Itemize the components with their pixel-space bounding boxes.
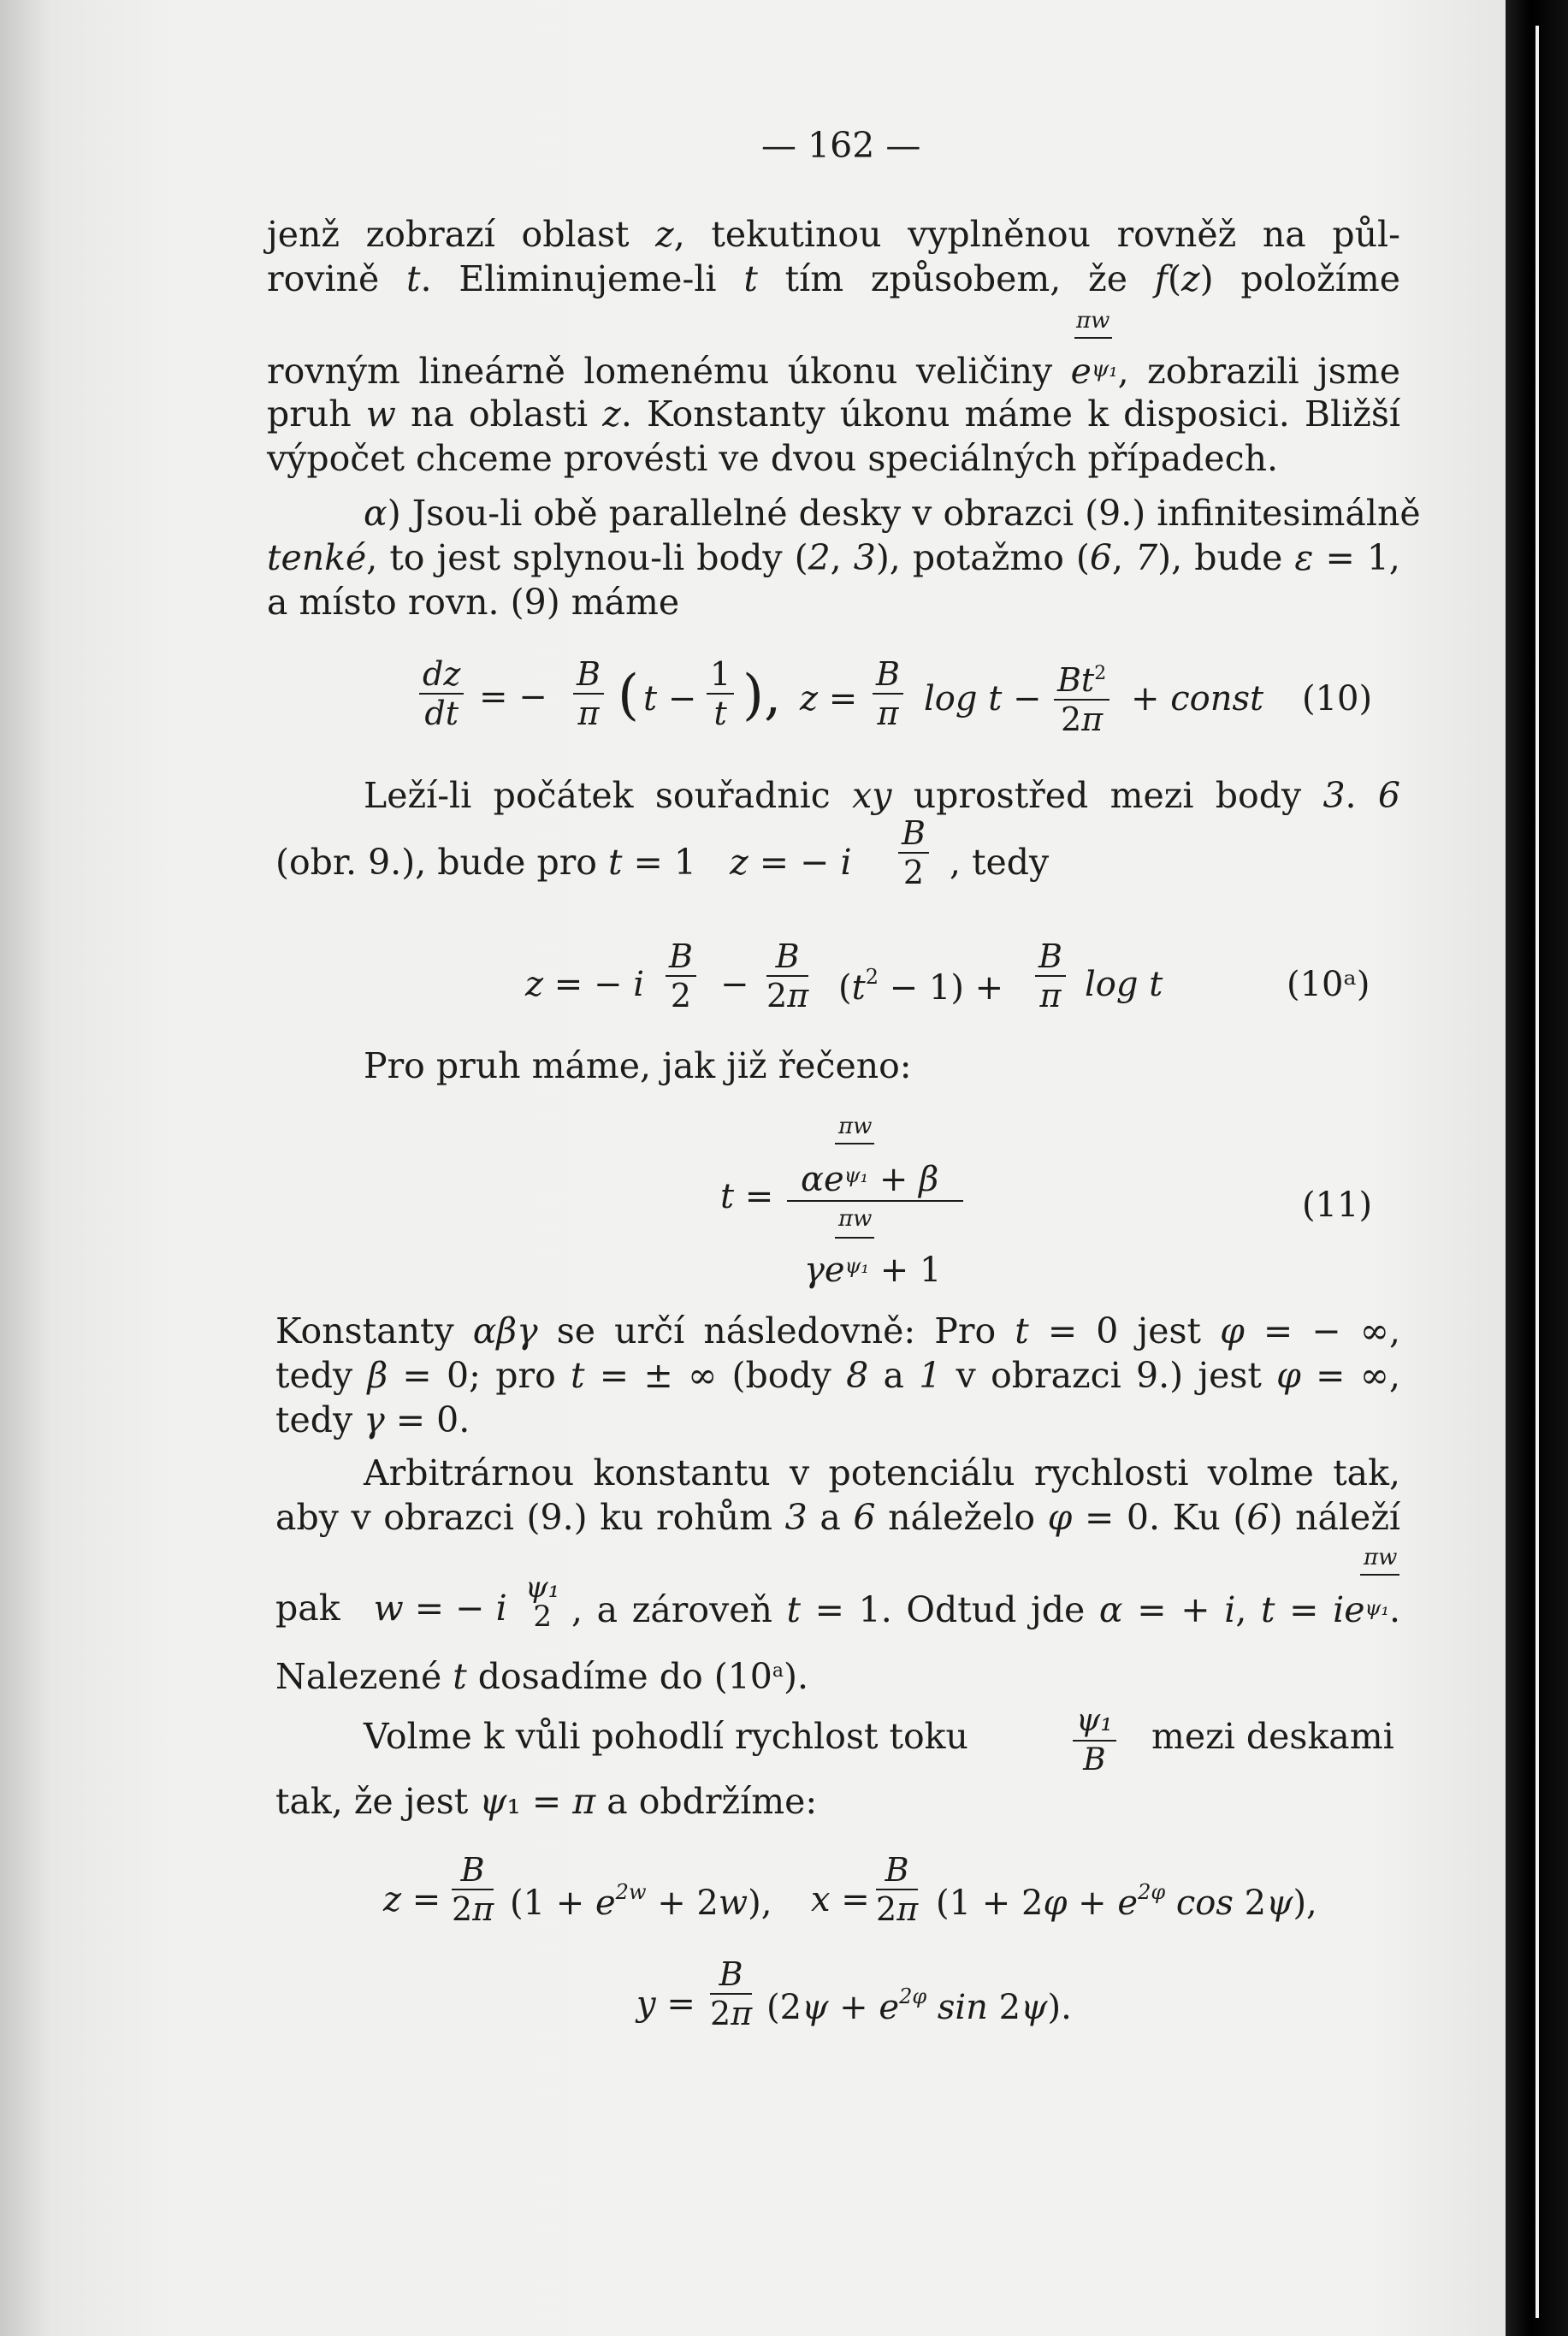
eq10-paren-close: ), xyxy=(743,664,782,727)
eq12a-z-eq: z = xyxy=(383,1880,441,1919)
eq10a-b-over-pi: $\frac{B}{\pi}$ xyxy=(1035,937,1066,1014)
text-line-17a: pak w = − i xyxy=(275,1588,507,1629)
page-edge-line xyxy=(1535,26,1539,2318)
eq11-num-exp-bar xyxy=(835,1143,874,1144)
eq12a-b-over-2pi: $\frac{B}{2\pi}$ xyxy=(452,1851,494,1928)
eq10a-log-t: log t xyxy=(1085,965,1163,1004)
text-line-19a: Volme k vůli pohodlí rychlost toku xyxy=(364,1716,968,1757)
eq10a-t2-minus-1: $(t^2 - 1)$ + xyxy=(838,965,1004,1008)
eq11-number: (11) xyxy=(1302,1186,1373,1225)
eq10-t: t − xyxy=(643,679,697,719)
eq10a-minus: − xyxy=(720,965,749,1004)
eq12b-x-eq: x = xyxy=(811,1880,870,1919)
text-line-7: tenké, to jest splynou-li body (2, 3), potažmo (6, 7), bude ε = 1, xyxy=(267,537,1400,578)
text-line-15: Arbitrárnou konstantu v potenciálu rychlosti volme tak, xyxy=(364,1452,1400,1493)
eq10-eq-minus: = − xyxy=(479,677,547,717)
eq10-one-over-t: $\frac{1}{t}$ xyxy=(707,655,734,732)
page-number: — 162 — xyxy=(761,125,921,166)
text-line-20: tak, že jest ψ₁ = π a obdržíme: xyxy=(275,1781,818,1822)
text-line-9: Leží-li počátek souřadnic xy uprostřed mezi body 3. 6 xyxy=(364,775,1400,816)
eq12c-b-over-2pi: $\frac{B}{2\pi}$ xyxy=(710,1955,753,2032)
eq10-dz-dt: $\frac{dz}{dt}$ xyxy=(419,655,464,732)
eq10-paren-open: ( xyxy=(618,664,639,727)
text-line-14: tedy γ = 0. xyxy=(275,1399,470,1440)
text-line-8: a místo rovn. (9) máme xyxy=(267,582,680,623)
text-line-11: Pro pruh máme, jak již řečeno: xyxy=(364,1045,912,1086)
eq10-log-t: log t − xyxy=(924,679,1042,719)
text-line-1: jenž zobrazí oblast z, tekutinou vyplněnou rovněž na půl- xyxy=(267,214,1400,255)
eq12b-body: ($1 + 2\varphi + e^{2\varphi}$ cos 2ψ), xyxy=(936,1880,1317,1923)
eq11-den-exp-bar xyxy=(835,1237,874,1239)
text-line-6: α) Jsou-li obě parallelné desky v obrazci (9.) infinitesimálně xyxy=(364,493,1421,534)
text-line-12: Konstanty αβγ se určí následovně: Pro t = 0 jest φ = − ∞, xyxy=(275,1310,1400,1351)
eq10-number: (10) xyxy=(1302,679,1373,719)
text-line-18: Nalezené t dosadíme do (10$^a$). xyxy=(275,1656,809,1697)
eq10-bt2-over-2pi: $\frac{Bt^2}{2\pi}$ xyxy=(1054,655,1109,738)
eq10a-lhs: z = − i xyxy=(525,965,645,1004)
eq11-main-bar xyxy=(787,1200,963,1202)
eq10-const: + const xyxy=(1131,679,1264,719)
text-line-17b: , a zároveň t = 1. Odtud jde α = + i, t = ieψ₁. xyxy=(571,1589,1400,1630)
exponent-bar xyxy=(1074,337,1112,339)
text-line-4: pruh w na oblasti z. Konstanty úkonu máme k disposici. Bližší xyxy=(267,393,1400,435)
eq11-den-exp: πw xyxy=(838,1206,873,1232)
psi1-over-b: $\frac{\text{ψ₁}}{B}$ xyxy=(1073,1702,1116,1779)
l17-exp: πw xyxy=(1364,1545,1398,1570)
exponent-pi-w: πw xyxy=(1076,308,1110,334)
text-line-2: rovině t. Eliminujeme-li t tím způsobem, že f(z) položíme xyxy=(267,258,1400,299)
eq10a-number: (10ᵃ) xyxy=(1287,965,1370,1004)
b-over-2: $\frac{B}{2}$ xyxy=(898,814,929,891)
text-line-10: (obr. 9.), bude pro t = 1 z = − i xyxy=(275,842,852,883)
eq10a-b-over-2pi: $\frac{B}{2\pi}$ xyxy=(766,937,809,1014)
eq12c-y-eq: y = xyxy=(636,1984,695,2024)
eq10a-b-over-2: $\frac{B}{2}$ xyxy=(666,937,696,1014)
eq11-t-eq: t = xyxy=(720,1177,774,1216)
eq10-b-over-pi-2: $\frac{B}{\pi}$ xyxy=(873,655,903,732)
eq11-denominator: $\gamma e^{\psi_1} + 1$ xyxy=(804,1251,942,1290)
text-line-5: výpočet chceme provésti ve dvou speciálných případech. xyxy=(267,438,1279,479)
eq11-numerator: $\alpha e^{\psi_1} + \beta$ xyxy=(801,1160,939,1199)
text-line-10-tedy: , tedy xyxy=(950,842,1050,883)
text-line-13: tedy β = 0; pro t = ± ∞ (body 8 a 1 v obrazci 9.) jest φ = ∞, xyxy=(275,1355,1400,1396)
eq10-z-eq: z = xyxy=(800,679,858,719)
psi1-over-2: ψ₁ 2 xyxy=(525,1570,560,1634)
text-line-3: rovným lineárně lomenému úkonu veličiny eψ₁, zobrazili jsme xyxy=(267,351,1400,392)
eq12a-body: $(1 + e^{2w} + 2w)$, xyxy=(510,1880,772,1923)
text-line-16: aby v obrazci (9.) ku rohům 3 a 6 náleželo φ = 0. Ku (6) náleží xyxy=(275,1497,1401,1538)
eq11-num-exp: πw xyxy=(838,1114,873,1139)
l17-exp-bar xyxy=(1360,1574,1399,1576)
eq10-b-over-pi: $\frac{B}{\pi}$ xyxy=(573,655,604,732)
eq12b-b-over-2pi: $\frac{B}{2\pi}$ xyxy=(876,1851,919,1928)
eq12c-body: ($2\psi + e^{2\varphi}$ sin 2ψ). xyxy=(766,1984,1072,2027)
text-line-19b: mezi deskami xyxy=(1151,1716,1394,1757)
